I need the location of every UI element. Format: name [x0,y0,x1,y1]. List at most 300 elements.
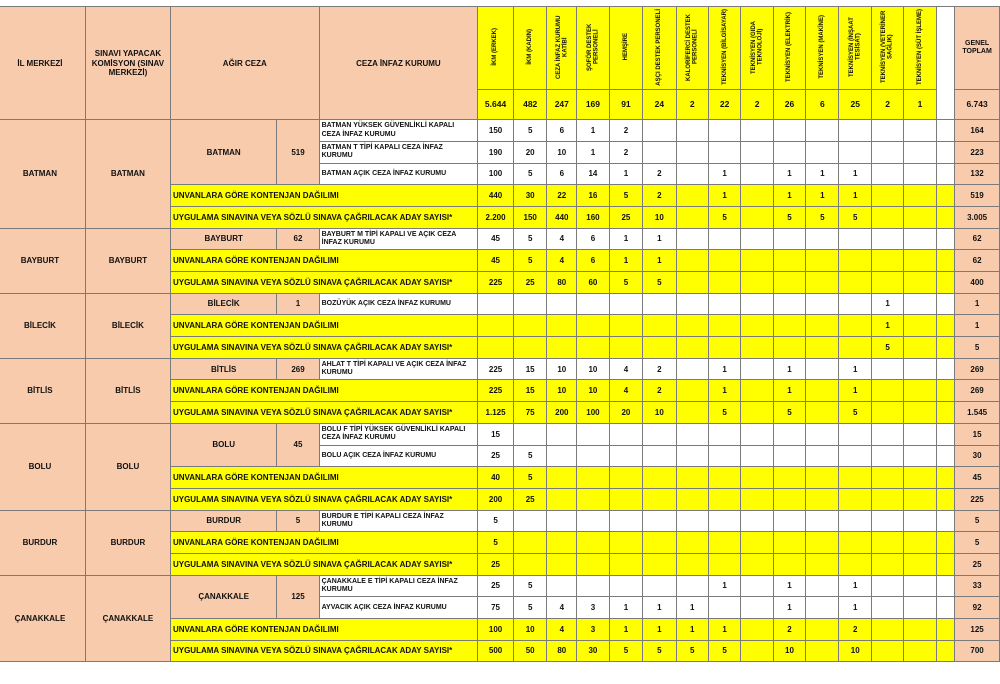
value-cell [741,575,773,597]
value-cell [643,467,676,489]
agir-ceza-cell: BATMAN [170,120,276,185]
value-cell [643,532,676,554]
value-cell: 500 [478,640,514,662]
value-cell: 2.200 [478,206,514,228]
value-cell [839,293,871,315]
value-cell [806,272,839,294]
position-total: 22 [708,90,740,120]
value-cell [904,488,936,510]
value-cell [676,510,708,532]
value-cell [478,315,514,337]
value-cell: 5 [513,575,547,597]
value-cell [871,206,903,228]
value-cell: 100 [577,402,610,424]
position-header [609,7,642,90]
value-cell [904,228,936,250]
value-cell [871,640,903,662]
value-cell [676,402,708,424]
value-cell: 1 [609,163,642,185]
value-cell [676,467,708,489]
spacer-cell [936,206,955,228]
value-cell [806,445,839,467]
komisyon-cell: BOLU [85,423,170,510]
position-total: 6 [806,90,839,120]
value-cell [676,163,708,185]
row-total: 15 [955,423,1000,445]
value-cell: 1 [839,597,871,619]
value-cell [513,510,547,532]
value-cell [871,120,903,142]
value-cell: 2 [643,185,676,207]
value-cell [741,120,773,142]
uygulama-label: UYGULAMA SINAVINA VEYA SÖZLÜ SINAVA ÇAĞRILACAK ADAY SAYISI* [170,337,477,359]
value-cell: 30 [513,185,547,207]
row-total: 400 [955,272,1000,294]
spacer-cell [936,293,955,315]
value-cell [547,337,577,359]
value-cell: 5 [513,597,547,619]
value-cell: 1 [871,293,903,315]
value-cell: 1 [708,575,740,597]
value-cell [513,293,547,315]
value-cell [871,358,903,380]
value-cell [773,553,805,575]
value-cell [547,315,577,337]
value-cell: 1 [871,315,903,337]
value-cell: 5 [708,402,740,424]
value-cell [643,423,676,445]
value-cell [708,228,740,250]
spacer-cell [936,445,955,467]
value-cell [871,380,903,402]
value-cell: 10 [547,358,577,380]
value-cell [839,228,871,250]
row-total: 132 [955,163,1000,185]
position-header-label: İKM (ERKEK) [492,28,499,66]
value-cell [708,293,740,315]
grand-total: 6.743 [955,90,1000,120]
value-cell: 5 [643,640,676,662]
row-total: 223 [955,141,1000,163]
value-cell [513,423,547,445]
value-cell [871,445,903,467]
value-cell [871,250,903,272]
agir-ceza-total: 125 [277,575,319,618]
row-total: 5 [955,510,1000,532]
value-cell: 5 [609,272,642,294]
value-cell [904,250,936,272]
value-cell [839,467,871,489]
position-header-label: KALORİFERCİ DESTEK PERSONELİ [685,13,699,81]
value-cell [806,575,839,597]
value-cell [676,185,708,207]
komisyon-cell: BURDUR [85,510,170,575]
value-cell: 5 [773,402,805,424]
position-total: 1 [904,90,936,120]
value-cell [741,402,773,424]
value-cell: 5 [513,250,547,272]
value-cell: 1 [806,163,839,185]
value-cell [741,510,773,532]
position-total: 169 [577,90,610,120]
value-cell [513,315,547,337]
value-cell [643,553,676,575]
position-total: 5.644 [478,90,514,120]
value-cell [806,467,839,489]
kurum-name: BATMAN T TİPİ KAPALI CEZA İNFAZ KURUMU [319,141,478,163]
genel-toplam-header: GENEL TOPLAM [955,7,1000,90]
row-total: 269 [955,380,1000,402]
value-cell: 5 [478,532,514,554]
value-cell: 4 [547,250,577,272]
value-cell [676,315,708,337]
kurum-row [0,575,1000,597]
value-cell [676,553,708,575]
value-cell [741,272,773,294]
kurum-name: BAYBURT M TİPİ KAPALI VE AÇIK CEZA İNFAZ KURUMU [319,228,478,250]
value-cell [904,315,936,337]
value-cell: 5 [676,640,708,662]
value-cell [806,337,839,359]
value-cell [773,250,805,272]
value-cell: 75 [478,597,514,619]
value-cell [904,553,936,575]
komisyon-cell: BİLECİK [85,293,170,358]
position-header-label: TEKNİSYEN (MAKİNE) [819,15,826,79]
value-cell [904,532,936,554]
value-cell [806,488,839,510]
spacer-cell [936,553,955,575]
position-total: 24 [643,90,676,120]
value-cell [708,532,740,554]
value-cell [741,640,773,662]
value-cell [839,120,871,142]
unvan-label: UNVANLARA GÖRE KONTENJAN DAĞILIMI [170,380,477,402]
unvan-label: UNVANLARA GÖRE KONTENJAN DAĞILIMI [170,185,477,207]
value-cell [773,120,805,142]
value-cell [904,163,936,185]
position-header-label: TEKNİSYEN (BİLGİSAYAR) [721,9,728,85]
position-header-label: CEZA İNFAZ KURUMU KATİBİ [555,15,568,79]
value-cell: 1 [708,185,740,207]
value-cell [708,467,740,489]
agir-ceza-total: 5 [277,510,319,532]
value-cell [513,337,547,359]
value-cell: 1 [643,619,676,641]
spacer-cell [936,228,955,250]
value-cell: 190 [478,141,514,163]
value-cell [547,532,577,554]
value-cell: 200 [478,488,514,510]
value-cell [547,488,577,510]
value-cell [741,380,773,402]
value-cell [741,141,773,163]
value-cell [871,619,903,641]
kurum-name: BOZÜYÜK AÇIK CEZA İNFAZ KURUMU [319,293,478,315]
kurum-name: BATMAN YÜKSEK GÜVENLİKLİ KAPALI CEZA İNFAZ KURUMU [319,120,478,142]
spacer-cell [936,120,955,142]
value-cell [478,293,514,315]
row-total: 62 [955,228,1000,250]
position-header-label: TEKNİSYEN (GIDA TEKNOLOJİ) [750,20,764,74]
row-total: 164 [955,120,1000,142]
value-cell [773,532,805,554]
value-cell [609,467,642,489]
row-total: 30 [955,445,1000,467]
value-cell [609,423,642,445]
value-cell [871,141,903,163]
value-cell: 4 [547,597,577,619]
value-cell [708,141,740,163]
value-cell [577,337,610,359]
value-cell: 40 [478,467,514,489]
value-cell [547,445,577,467]
kurum-row [0,510,1000,532]
value-cell: 25 [513,488,547,510]
value-cell [708,597,740,619]
value-cell: 440 [478,185,514,207]
value-cell: 1 [708,163,740,185]
value-cell [643,510,676,532]
value-cell: 5 [839,206,871,228]
value-cell: 150 [478,120,514,142]
value-cell [547,467,577,489]
row-total: 5 [955,337,1000,359]
value-cell: 1 [708,358,740,380]
position-total: 247 [547,90,577,120]
value-cell: 1 [839,163,871,185]
value-cell: 2 [839,619,871,641]
value-cell: 5 [708,206,740,228]
uygulama-label: UYGULAMA SINAVINA VEYA SÖZLÜ SINAVA ÇAĞRILACAK ADAY SAYISI* [170,272,477,294]
unvan-label: UNVANLARA GÖRE KONTENJAN DAĞILIMI [170,532,477,554]
value-cell [806,640,839,662]
value-cell [643,445,676,467]
value-cell [904,640,936,662]
value-cell [577,575,610,597]
position-total: 482 [513,90,547,120]
value-cell [806,358,839,380]
value-cell: 1 [708,619,740,641]
value-cell [676,488,708,510]
value-cell: 440 [547,206,577,228]
value-cell [806,402,839,424]
value-cell: 5 [643,272,676,294]
position-header [478,7,514,90]
value-cell [708,488,740,510]
value-cell: 2 [609,120,642,142]
value-cell: 1 [773,185,805,207]
value-cell [741,163,773,185]
value-cell [609,553,642,575]
position-total: 2 [871,90,903,120]
value-cell: 5 [609,185,642,207]
value-cell [904,380,936,402]
value-cell: 10 [577,380,610,402]
value-cell [577,467,610,489]
agir-ceza-cell: BAYBURT [170,228,276,250]
position-header-label: TEKNİSYEN (VETERİNER SAĞLIK) [881,10,894,84]
value-cell [839,510,871,532]
value-cell: 1 [773,358,805,380]
value-cell [547,423,577,445]
value-cell [741,445,773,467]
kurum-row [0,120,1000,142]
value-cell [577,488,610,510]
value-cell [773,141,805,163]
value-cell [547,293,577,315]
unvan-label: UNVANLARA GÖRE KONTENJAN DAĞILIMI [170,467,477,489]
value-cell: 100 [478,619,514,641]
value-cell [676,575,708,597]
value-cell: 4 [547,228,577,250]
spacer-cell [936,402,955,424]
uygulama-label: UYGULAMA SINAVINA VEYA SÖZLÜ SINAVA ÇAĞRILACAK ADAY SAYISI* [170,553,477,575]
value-cell: 6 [547,120,577,142]
value-cell: 1 [643,228,676,250]
value-cell: 1 [839,575,871,597]
row-total: 1.545 [955,402,1000,424]
position-header [741,7,773,90]
unvan-label: UNVANLARA GÖRE KONTENJAN DAĞILIMI [170,250,477,272]
uygulama-label: UYGULAMA SINAVINA VEYA SÖZLÜ SINAVA ÇAĞRILACAK ADAY SAYISI* [170,206,477,228]
value-cell: 50 [513,640,547,662]
kurum-name: BURDUR E TİPİ KAPALI CEZA İNFAZ KURUMU [319,510,478,532]
uygulama-label: UYGULAMA SINAVINA VEYA SÖZLÜ SINAVA ÇAĞRILACAK ADAY SAYISI* [170,402,477,424]
value-cell [904,141,936,163]
value-cell [577,293,610,315]
agir-ceza-cell: BOLU [170,423,276,466]
value-cell: 2 [643,358,676,380]
komisyon-cell: BATMAN [85,120,170,228]
row-total: 92 [955,597,1000,619]
value-cell [773,423,805,445]
value-cell: 1 [676,619,708,641]
value-cell: 5 [513,120,547,142]
value-cell [871,272,903,294]
value-cell: 1 [839,380,871,402]
value-cell [773,467,805,489]
value-cell: 45 [478,228,514,250]
value-cell [806,228,839,250]
value-cell: 1.125 [478,402,514,424]
value-cell: 4 [547,619,577,641]
spacer-cell [936,185,955,207]
value-cell [871,553,903,575]
value-cell [741,315,773,337]
header-row [0,7,1000,90]
value-cell [676,228,708,250]
value-cell: 10 [513,619,547,641]
value-cell: 5 [708,640,740,662]
value-cell [773,228,805,250]
position-header [643,7,676,90]
kurum-name: BOLU AÇIK CEZA İNFAZ KURUMU [319,445,478,467]
row-total: 62 [955,250,1000,272]
value-cell [871,510,903,532]
value-cell [904,272,936,294]
uygulama-label: UYGULAMA SINAVINA VEYA SÖZLÜ SINAVA ÇAĞRILACAK ADAY SAYISI* [170,640,477,662]
value-cell [839,272,871,294]
value-cell: 1 [609,597,642,619]
value-cell [806,553,839,575]
value-cell [708,337,740,359]
il-cell: ÇANAKKALE [0,575,85,662]
value-cell [904,293,936,315]
value-cell [708,445,740,467]
value-cell [708,315,740,337]
agir-ceza-total: 1 [277,293,319,315]
value-cell [676,206,708,228]
value-cell: 15 [478,423,514,445]
value-cell [839,488,871,510]
agir-ceza-total: 269 [277,358,319,380]
row-total: 25 [955,553,1000,575]
value-cell: 4 [609,380,642,402]
value-cell: 4 [609,358,642,380]
row-total: 5 [955,532,1000,554]
value-cell [806,532,839,554]
value-cell [513,553,547,575]
value-cell: 5 [513,467,547,489]
value-cell: 5 [806,206,839,228]
row-total: 125 [955,619,1000,641]
spacer-cell [936,272,955,294]
value-cell: 80 [547,640,577,662]
position-total: 26 [773,90,805,120]
value-cell [806,250,839,272]
agir-ceza-cell: BURDUR [170,510,276,532]
position-total: 25 [839,90,871,120]
uygulama-label: UYGULAMA SINAVINA VEYA SÖZLÜ SINAVA ÇAĞRILACAK ADAY SAYISI* [170,488,477,510]
value-cell [871,228,903,250]
value-cell: 1 [806,185,839,207]
value-cell: 2 [643,380,676,402]
value-cell [577,445,610,467]
value-cell [676,380,708,402]
agir-ceza-cell: ÇANAKKALE [170,575,276,618]
spacer-cell [936,532,955,554]
kurum-name: AYVACIK AÇIK CEZA İNFAZ KURUMU [319,597,478,619]
value-cell [609,293,642,315]
value-cell: 2 [609,141,642,163]
position-header-label: HEMŞİRE [622,33,629,61]
value-cell [904,185,936,207]
value-cell [741,553,773,575]
value-cell: 1 [708,380,740,402]
value-cell [773,445,805,467]
value-cell: 100 [478,163,514,185]
value-cell [741,467,773,489]
position-total: 2 [741,90,773,120]
value-cell [806,293,839,315]
value-cell: 1 [609,619,642,641]
agir-ceza-total: 45 [277,423,319,466]
value-cell [676,272,708,294]
quota-table-container [0,6,1000,662]
value-cell [643,337,676,359]
value-cell [609,575,642,597]
value-cell [871,467,903,489]
value-cell: 5 [478,510,514,532]
value-cell [741,619,773,641]
value-cell [708,553,740,575]
value-cell [904,402,936,424]
value-cell [676,445,708,467]
value-cell [478,337,514,359]
value-cell [871,532,903,554]
value-cell: 10 [773,640,805,662]
